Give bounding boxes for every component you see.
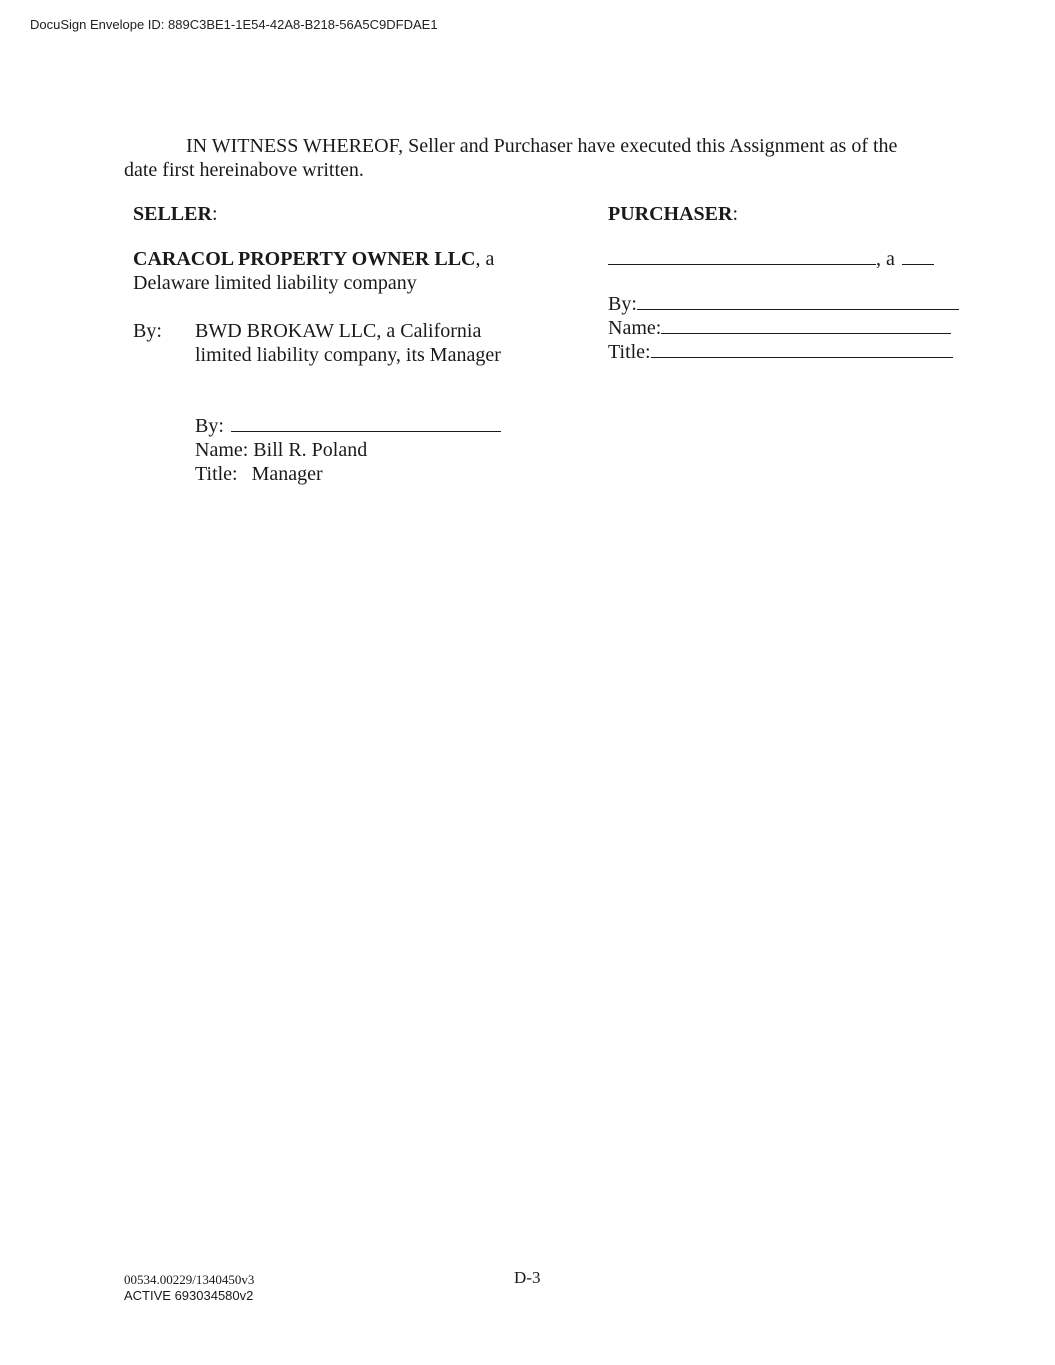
seller-signer-name: Name: Bill R. Poland [195, 439, 368, 461]
seller-signature-by [195, 414, 501, 438]
purchaser-by-label: By: [608, 293, 637, 315]
seller-signature-by-label: By: [195, 415, 224, 437]
seller-signer-title-label: Title: [195, 463, 238, 485]
purchaser-entity-line [608, 247, 934, 271]
seller-company-line-2: Delaware limited liability company [133, 272, 417, 294]
purchaser-title-field[interactable] [651, 341, 953, 358]
seller-signer-title [195, 462, 323, 486]
seller-by-entity-line-1: BWD BROKAW LLC, a California [195, 320, 482, 342]
purchaser-heading [608, 202, 738, 226]
seller-by-entity-line-2: limited liability company, its Manager [195, 344, 501, 366]
seller-signer-title-value: Manager [251, 463, 323, 485]
footer-active-number-text: ACTIVE 693034580v2 [124, 1288, 254, 1303]
footer-doc-number: 00534.00229/1340450v3 [124, 1272, 255, 1287]
seller-company-line-1 [133, 247, 494, 271]
purchaser-name-field[interactable] [661, 317, 951, 334]
seller-by-label: By: [133, 320, 162, 342]
purchaser-entity-type-field[interactable] [902, 248, 934, 265]
purchaser-title-label: Title: [608, 341, 651, 363]
witness-line-2: date first hereinabove written. [124, 159, 364, 181]
purchaser-name-row [608, 316, 951, 340]
footer-active-number [124, 1288, 253, 1304]
purchaser-by-row [608, 292, 959, 316]
purchaser-name-label: Name: [608, 317, 662, 339]
seller-company-suffix: , a [475, 248, 495, 270]
seller-heading-label: SELLER [133, 203, 212, 225]
purchaser-heading-colon: : [732, 203, 739, 225]
seller-signature-line[interactable] [231, 415, 501, 432]
purchaser-by-signature-field[interactable] [637, 293, 959, 310]
page-number: D-3 [514, 1268, 541, 1287]
seller-heading-colon: : [211, 203, 218, 225]
witness-line-1: IN WITNESS WHEREOF, Seller and Purchaser have executed this Assignment as of the [186, 135, 898, 157]
purchaser-title-row [608, 340, 953, 364]
seller-heading [133, 202, 218, 226]
purchaser-entity-suffix: , a [876, 248, 895, 270]
seller-company-name: CARACOL PROPERTY OWNER LLC [133, 248, 476, 270]
envelope-id-header: DocuSign Envelope ID: 889C3BE1-1E54-42A8-B218-56A5C9DFDAE1 [30, 17, 438, 32]
purchaser-heading-label: PURCHASER [608, 203, 733, 225]
purchaser-entity-name-field[interactable] [608, 248, 876, 265]
